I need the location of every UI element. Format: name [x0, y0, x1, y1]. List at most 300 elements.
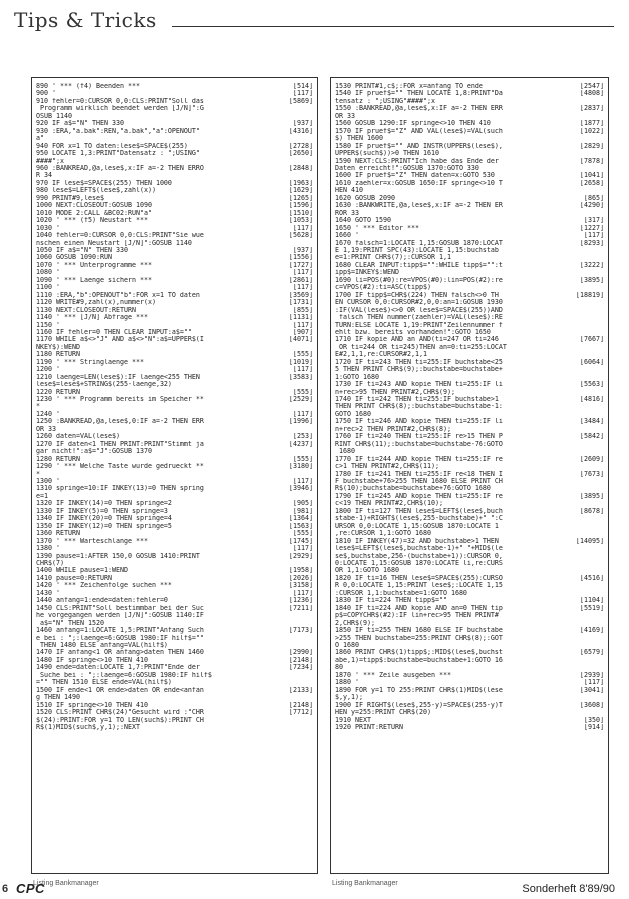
- code-text: 1600 IF pruef$="Z" THEN daten=x:GOTO 530: [335, 172, 495, 180]
- code-line: [335, 284, 604, 291]
- code-text: 960 :BANKREAD,@a,lese$,x:IF a=-2 THEN ERRO: [36, 164, 204, 172]
- code-text: 5 THEN PRINT CHR$(9);:buchstabe=buchstabe+: [335, 366, 503, 374]
- code-text: 1550 :BANKREAD,@a,lese$,x:IF a=-2 THEN ERR: [335, 105, 503, 113]
- checksum: [4071]: [289, 336, 313, 344]
- checksum: [2728]: [289, 142, 313, 150]
- code-line: [36, 90, 313, 97]
- code-line: [335, 128, 604, 135]
- code-text: 1320 IF INKEY(14)=0 THEN springe=2: [36, 500, 172, 508]
- checksum: [1131]: [289, 314, 313, 322]
- code-text: F buchstabe+76>255 THEN 1680 ELSE PRINT CH: [335, 478, 503, 486]
- code-line: [36, 448, 313, 455]
- checksum: [117]: [293, 321, 313, 329]
- checksum: [2990]: [289, 649, 313, 657]
- code-text: 1460 anfang=1:LOCATE 1,5:PRINT"Anfang Such: [36, 627, 204, 635]
- listing-caption-left: Listing Bankmanager: [33, 880, 99, 887]
- page-header: [14, 8, 614, 38]
- code-line: [36, 262, 313, 269]
- code-text: :CURSOR 1,1:buchstabe=1:GOTO 1680: [335, 589, 467, 597]
- code-text: 1520 CLS:PRINT CHR$(24)"Gesucht wird :"CHR: [36, 709, 204, 717]
- code-line: [36, 582, 313, 589]
- code-text: 1300 ': [36, 478, 60, 486]
- checksum: [117]: [293, 589, 313, 597]
- code-text: 1780 IF ti=241 THEN ti=255:IF re<18 THEN I: [335, 470, 503, 478]
- checksum: [3180]: [289, 463, 313, 471]
- code-line: [335, 247, 604, 254]
- code-line: [36, 500, 313, 507]
- code-text: ROR 33: [335, 209, 359, 217]
- code-line: [36, 240, 313, 247]
- issue-label: Sonderheft 8'89/90: [522, 883, 615, 895]
- code-text: 1510 IF springe<>10 THEN 410: [36, 701, 148, 709]
- code-text: 1630 :BANKWRITE,@a,lese$,x:IF a=-2 THEN ER: [335, 202, 503, 210]
- code-text: he vorgegangen werden [J/N]":GOSUB 1140:IF: [36, 612, 204, 620]
- code-text: OR ti=244 OR ti=245)THEN an=0:ti=255:LOCAT: [335, 343, 507, 351]
- code-text: 1760 IF ti=240 THEN ti=255:IF re>15 THEN P: [335, 433, 503, 441]
- code-line: [335, 463, 604, 470]
- checksum: [2829]: [580, 142, 604, 150]
- checksum: [117]: [293, 410, 313, 418]
- code-text: gar nicht!":a$="J":GOSUB 1370: [36, 448, 152, 456]
- code-text: 1120 WRITE#9,zahl(x),nummer(x): [36, 299, 156, 307]
- header-rule: [172, 26, 614, 27]
- code-text: >255 THEN buchstabe=255:PRINT CHR$(8);:GOT: [335, 634, 503, 642]
- code-line: [335, 426, 604, 433]
- checksum: [2837]: [580, 105, 604, 113]
- code-line: [335, 500, 604, 507]
- checksum: [855]: [293, 306, 313, 314]
- code-line: [36, 515, 313, 522]
- checksum: [5628]: [289, 232, 313, 240]
- code-line: [36, 292, 313, 299]
- checksum: [2609]: [580, 455, 604, 463]
- code-text: 1830 IF ti=224 THEN tipp$="": [335, 597, 447, 605]
- code-text: GOTO 1680: [335, 410, 371, 418]
- code-text: 0:LOCATE 1,15:GOSUB 1870:LOCATE li,re:CURS: [335, 560, 503, 567]
- code-text: 1620 GOSUB 2090: [335, 194, 395, 202]
- code-line: [335, 441, 604, 448]
- checksum: [2650]: [289, 150, 313, 158]
- code-text: 1:GOTO 1680: [335, 373, 379, 381]
- checksum: [555]: [293, 530, 313, 538]
- checksum: [1236]: [289, 597, 313, 605]
- code-text: 970 IF lese$=SPACE$(255) THEN 1000: [36, 179, 172, 187]
- code-line: [335, 232, 604, 239]
- checksum: [5842]: [580, 433, 604, 441]
- code-text: 1260 daten=VAL(lese$): [36, 433, 120, 441]
- code-line: [335, 98, 604, 105]
- code-text: 1890 FOR y=1 TO 255:PRINT CHR$(1)MID$(lese: [335, 686, 503, 694]
- code-line: [335, 560, 604, 567]
- checksum: [4237]: [289, 440, 313, 448]
- code-text: nschen einen Neustart [J/N]":GOSUB 1140: [36, 239, 192, 247]
- code-text: 1160 IF fehler=0 THEN CLEAR INPUT:a$="": [36, 328, 192, 336]
- code-text: 1470 IF anfang<1 OR anfang>daten THEN 1460: [36, 649, 204, 657]
- code-text: 1640 GOTO 1590: [335, 217, 391, 225]
- checksum: [981]: [293, 507, 313, 515]
- checksum: [117]: [293, 224, 313, 232]
- code-line: [36, 560, 313, 567]
- code-text: ####";x: [36, 157, 64, 165]
- checksum: [7712]: [289, 709, 313, 717]
- checksum: [1556]: [289, 254, 313, 262]
- magazine-logo: CPC: [16, 881, 45, 896]
- code-text: 1180 RETURN: [36, 351, 80, 359]
- code-text: 1450 CLS:PRINT"Soll bestimmbar bei der Suc: [36, 604, 204, 612]
- code-line: [335, 135, 604, 142]
- code-line: [335, 210, 604, 217]
- code-line: [36, 389, 313, 396]
- code-line: [335, 403, 604, 410]
- checksum: [117]: [293, 269, 313, 277]
- checksum: [18819]: [576, 291, 604, 299]
- code-line: [36, 694, 313, 701]
- code-text: 1790 IF ti=245 AND kopie THEN ti=255:IF re: [335, 492, 503, 500]
- code-text: 1170 WHILE a$<>"J" AND a$<>"N":a$=UPPER$(I: [36, 336, 204, 344]
- page-number: 6: [2, 883, 9, 895]
- code-line: [335, 538, 604, 545]
- code-line: [36, 717, 313, 724]
- code-text: $) THEN 1600: [335, 135, 383, 143]
- code-text: EN CURSOR 0,0:CURSOR#2,0,0:an=1:GOSUB 1930: [335, 299, 503, 307]
- code-line: [36, 679, 313, 686]
- listing-caption-right: Listing Bankmanager: [332, 880, 398, 887]
- code-line: [36, 411, 313, 418]
- code-text: lese$=LEFT$(lese$,buchstabe-1)+" "+MID$(le: [335, 545, 503, 553]
- code-line: [36, 344, 313, 351]
- checksum: [5519]: [580, 604, 604, 612]
- code-line: [36, 247, 313, 254]
- code-line: [335, 351, 604, 358]
- code-line: [335, 448, 604, 455]
- code-line: [36, 702, 313, 709]
- checksum: [4808]: [580, 90, 604, 98]
- checksum: [117]: [293, 478, 313, 486]
- code-text: 1810 IF INKEY(47)=32 AND buchstabe>1 THEN: [335, 537, 499, 545]
- code-text: 990 PRINT#9,lese$: [36, 194, 104, 202]
- code-line: [335, 217, 604, 224]
- checksum: [4290]: [580, 202, 604, 210]
- code-line: [36, 381, 313, 388]
- code-text: 1670 falsch=1:LOCATE 1,15:GOSUB 1870:LOCAT: [335, 239, 503, 247]
- code-text: 890 ' *** (f4) Beenden ***: [36, 83, 140, 90]
- code-line: [36, 627, 313, 634]
- code-text: 1200 ': [36, 366, 60, 374]
- code-line: [36, 366, 313, 373]
- checksum: [4516]: [580, 574, 604, 582]
- checksum: [3583]: [289, 373, 313, 381]
- code-text: ehlt bzw. bereits vorhanden!":GOTO 1650: [335, 328, 491, 336]
- code-line: [36, 98, 313, 105]
- code-text: 1280 RETURN: [36, 455, 80, 463]
- code-text: OR 33: [335, 112, 355, 120]
- checksum: [8293]: [580, 239, 604, 247]
- code-line: [36, 471, 313, 478]
- checksum: [2658]: [580, 179, 604, 187]
- code-text: 1710 IF kopie AND an AND(ti=247 OR ti=246: [335, 336, 499, 344]
- code-text: 1340 IF INKEY(20)=0 THEN springe=4: [36, 515, 172, 523]
- code-line: [335, 627, 604, 634]
- code-line: [36, 433, 313, 440]
- code-line: [335, 649, 604, 656]
- code-line: [36, 590, 313, 597]
- code-text: 1390 pause=1:AFTER 150,0 GOSUB 1410:PRINT: [36, 552, 200, 560]
- code-line: [36, 403, 313, 410]
- checksum: [3895]: [580, 492, 604, 500]
- code-line: [335, 254, 604, 261]
- checksum: [4816]: [580, 396, 604, 404]
- code-line: [36, 523, 313, 530]
- checksum: [3569]: [289, 291, 313, 299]
- code-text: 1720 IF ti=243 THEN ti=255:IF buchstabe<25: [335, 358, 503, 366]
- code-text: 1050 IF a$="N" THEN 330: [36, 246, 128, 254]
- code-text: TURN:ELSE LOCATE 1,19:PRINT"Zeilennummer f: [335, 321, 503, 329]
- code-text: 980 lese$=LEFT$(lese$,zahl(x)): [36, 187, 156, 195]
- code-line: [36, 530, 313, 537]
- checksum: [8678]: [580, 507, 604, 515]
- code-line: [36, 478, 313, 485]
- code-text: Suche bei : ";:laenge=6:GOSUB 1980:IF hilf$: [36, 671, 212, 679]
- code-text: 1190 ' *** Stringlaenge ***: [36, 358, 144, 366]
- code-text: 1480 IF springe<>10 THEN 410: [36, 656, 148, 664]
- checksum: [914]: [584, 723, 604, 731]
- code-line: [36, 672, 313, 679]
- code-line: [335, 389, 604, 396]
- code-text: R$(1)MID$(such$,y,1);:NEXT: [36, 723, 140, 731]
- checksum: [3608]: [580, 701, 604, 709]
- code-line: [36, 299, 313, 306]
- code-text: 1490 ende=daten:LOCATE 1,7:PRINT"Ende der: [36, 664, 200, 672]
- checksum: [555]: [293, 455, 313, 463]
- code-text: 1920 PRINT:RETURN: [335, 723, 403, 731]
- code-line: [36, 254, 313, 261]
- code-text: 80: [335, 664, 343, 672]
- code-text: :IF(VAL(lese$)<>0 OR lese$=SPACE$(255))AND: [335, 306, 503, 314]
- checksum: [117]: [584, 679, 604, 687]
- checksum: [1996]: [289, 418, 313, 426]
- checksum: [2939]: [580, 671, 604, 679]
- code-line: [36, 553, 313, 560]
- code-line: [335, 530, 604, 537]
- code-line: [335, 657, 604, 664]
- code-line: [36, 418, 313, 425]
- checksum: [14095]: [576, 537, 604, 545]
- code-text: 1660 ': [335, 232, 359, 240]
- code-line: [335, 344, 604, 351]
- code-text: NKEY$):WEND: [36, 343, 80, 351]
- code-text: 1570 IF pruef$="Z" AND VAL(lese$)=VAL(such: [335, 127, 503, 135]
- checksum: [1364]: [289, 515, 313, 523]
- code-line: [36, 165, 313, 172]
- code-text: tensatz : ";USING"####";x: [335, 97, 435, 105]
- checksum: [1629]: [289, 187, 313, 195]
- code-text: n+rec>95 THEN PRINT#2,CHR$(9);: [335, 388, 455, 396]
- checksum: [7878]: [580, 157, 604, 165]
- code-text: *: [36, 470, 40, 478]
- code-text: 1350 IF INKEY(12)=0 THEN springe=5: [36, 522, 172, 530]
- code-text: 1150 ': [36, 321, 60, 329]
- checksum: [1731]: [289, 299, 313, 307]
- checksum: [117]: [293, 545, 313, 553]
- code-line: [335, 612, 604, 619]
- code-line: [335, 83, 604, 90]
- code-line: [335, 277, 604, 284]
- code-text: R$(10);buchstabe=buchstabe+76:GOTO 1680: [335, 485, 491, 493]
- code-line: [335, 478, 604, 485]
- code-line: [36, 538, 313, 545]
- checksum: [2547]: [580, 83, 604, 90]
- code-text: 1070 ' *** Unterprogramme ***: [36, 261, 152, 269]
- code-line: [335, 180, 604, 187]
- code-line: [335, 642, 604, 649]
- code-line: [36, 575, 313, 582]
- code-text: c<19 THEN PRINT#2,CHR$(10);: [335, 500, 443, 508]
- code-lines-left: [32, 78, 317, 731]
- code-text: 1730 IF ti=243 AND kopie THEN ti=255:IF li: [335, 381, 503, 389]
- checksum: [2861]: [289, 276, 313, 284]
- code-text: 1060 GOSUB 1090:RUN: [36, 254, 112, 262]
- code-text: 1910 NEXT: [335, 716, 371, 724]
- code-text: e=1: [36, 492, 48, 500]
- code-line: [36, 314, 313, 321]
- checksum: [2026]: [289, 574, 313, 582]
- code-text: 1210 laenge=LEN(lese$):IF laenge<255 THEN: [36, 373, 200, 381]
- code-text: OR 33: [36, 425, 56, 433]
- code-line: [36, 336, 313, 343]
- code-text: 1610 zaehler=x:GOSUB 1650:IF springe<>10 T: [335, 179, 503, 187]
- code-text: 1900 IF RIGHT$(lese$,255-y)=SPACE$(255-y)T: [335, 701, 503, 709]
- code-text: 1010 MODE 2:CALL &BC02:RUN"a": [36, 209, 152, 217]
- code-text: THEN PRINT CHR$(8);:buchstabe=buchstabe-1:: [335, 403, 503, 411]
- code-text: 1030 ': [36, 224, 60, 232]
- code-text: falsch THEN nummer(zaehler)=VAL(lese$):RE: [335, 314, 503, 322]
- checksum: [4316]: [289, 127, 313, 135]
- code-text: OSUB 1140: [36, 112, 72, 120]
- checksum: [1727]: [289, 261, 313, 269]
- code-line: [335, 582, 604, 589]
- code-text: 1530 PRINT#1,c$;:FOR x=anfang TO ende: [335, 83, 483, 90]
- code-text: O 1680: [335, 641, 359, 649]
- checksum: [3222]: [580, 261, 604, 269]
- code-text: *: [36, 403, 40, 411]
- code-line: [335, 269, 604, 276]
- code-text: HEN y=255:PRINT CHR$(20): [335, 709, 431, 717]
- code-line: [335, 307, 604, 314]
- code-line: [36, 657, 313, 664]
- code-text: a": [36, 135, 44, 143]
- code-line: [36, 567, 313, 574]
- checksum: [2529]: [289, 396, 313, 404]
- code-line: [36, 396, 313, 403]
- code-line: [36, 83, 313, 90]
- checksum: [117]: [293, 366, 313, 374]
- code-text: 1090 ' *** Laenge sichern ***: [36, 276, 152, 284]
- code-line: [335, 456, 604, 463]
- code-text: n+rec>2 THEN PRINT#2,CHR$(8);: [335, 425, 451, 433]
- code-line: [36, 351, 313, 358]
- code-text: 1290 ' *** Welche Taste wurde gedrueckt **: [36, 463, 204, 471]
- code-text: 1800 IF ti=127 THEN lese$=LEFT$(lese$,buch: [335, 507, 503, 515]
- checksum: [7234]: [289, 664, 313, 672]
- code-text: CHR$(7): [36, 560, 64, 567]
- code-text: 1560 GOSUB 1290:IF springe<>10 THEN 410: [335, 120, 491, 128]
- code-text: g THEN 1490: [36, 694, 80, 702]
- code-line: [335, 515, 604, 522]
- code-text: Programm wirklich beendet werden [J/N]":G: [36, 105, 204, 113]
- code-text: $(24):PRINT:FOR y=1 TO LEN(such$):PRINT CH: [36, 716, 204, 724]
- code-line: [335, 150, 604, 157]
- code-text: 930 :ERA,"a.bak":REN,"a.bak","a":OPENOUT": [36, 127, 200, 135]
- code-text: 1680: [335, 448, 355, 456]
- checksum: [6064]: [580, 358, 604, 366]
- code-text: ipp$=INKEY$:WEND: [335, 269, 399, 277]
- code-text: ="" THEN 1510 ELSE ende=VAL(hilf$): [36, 679, 172, 687]
- code-line: [36, 545, 313, 552]
- code-line: [36, 150, 313, 157]
- code-text: HEN 410: [335, 187, 363, 195]
- code-text: 1140 ' *** [J/N] Abfrage ***: [36, 314, 148, 322]
- code-line: [36, 158, 313, 165]
- checksum: [3484]: [580, 418, 604, 426]
- checksum: [7667]: [580, 336, 604, 344]
- code-line: [335, 635, 604, 642]
- checksum: [937]: [293, 120, 313, 128]
- code-text: 1860 PRINT CHR$(1)tipp$;:MID$(lese$,buchst: [335, 649, 503, 657]
- code-text: 1330 IF INKEY(5)=0 THEN springe=3: [36, 507, 168, 515]
- code-line: [335, 359, 604, 366]
- code-text: 1770 IF ti=244 AND kopie THEN ti=255:IF re: [335, 455, 503, 463]
- code-line: [36, 172, 313, 179]
- checksum: [907]: [293, 328, 313, 336]
- code-line: [335, 105, 604, 112]
- code-text: 2,CHR$(9);: [335, 619, 375, 627]
- checksum: [1596]: [289, 202, 313, 210]
- code-line: [36, 105, 313, 112]
- code-text: 1580 IF pruef$="" AND INSTR(UPPER$(lese$),: [335, 142, 503, 150]
- code-line: [335, 590, 604, 597]
- checksum: [514]: [293, 83, 313, 90]
- code-line: [335, 374, 604, 381]
- code-text: UPPER$(such$))>0 THEN 1610: [335, 150, 439, 158]
- code-line: [335, 694, 604, 701]
- code-text: 1870 ' *** Zeile ausgeben ***: [335, 671, 451, 679]
- code-line: [36, 441, 313, 448]
- code-text: lese$=lese$+STRING$(255-laenge,32): [36, 381, 172, 389]
- code-line: [335, 597, 604, 604]
- code-text: 1380 ': [36, 545, 60, 553]
- checksum: [5563]: [580, 381, 604, 389]
- code-line: [335, 553, 604, 560]
- code-line: [36, 649, 313, 656]
- checksum: [1227]: [580, 224, 604, 232]
- code-line: [36, 493, 313, 500]
- code-line: [335, 329, 604, 336]
- checksum: [555]: [293, 388, 313, 396]
- code-text: e=1:PRINT CHR$(7);:CURSOR 1,1: [335, 254, 451, 262]
- code-text: 1270 IF daten<1 THEN PRINT:PRINT"Stimmt ja: [36, 440, 204, 448]
- checksum: [1745]: [289, 537, 313, 545]
- checksum: [3158]: [289, 582, 313, 590]
- code-line: [36, 269, 313, 276]
- code-text: 1100 ': [36, 284, 60, 292]
- code-line: [36, 180, 313, 187]
- checksum: [2148]: [289, 656, 313, 664]
- code-line: [335, 493, 604, 500]
- code-line: [335, 195, 604, 202]
- code-line: [335, 485, 604, 492]
- code-line: [36, 687, 313, 694]
- code-line: [335, 471, 604, 478]
